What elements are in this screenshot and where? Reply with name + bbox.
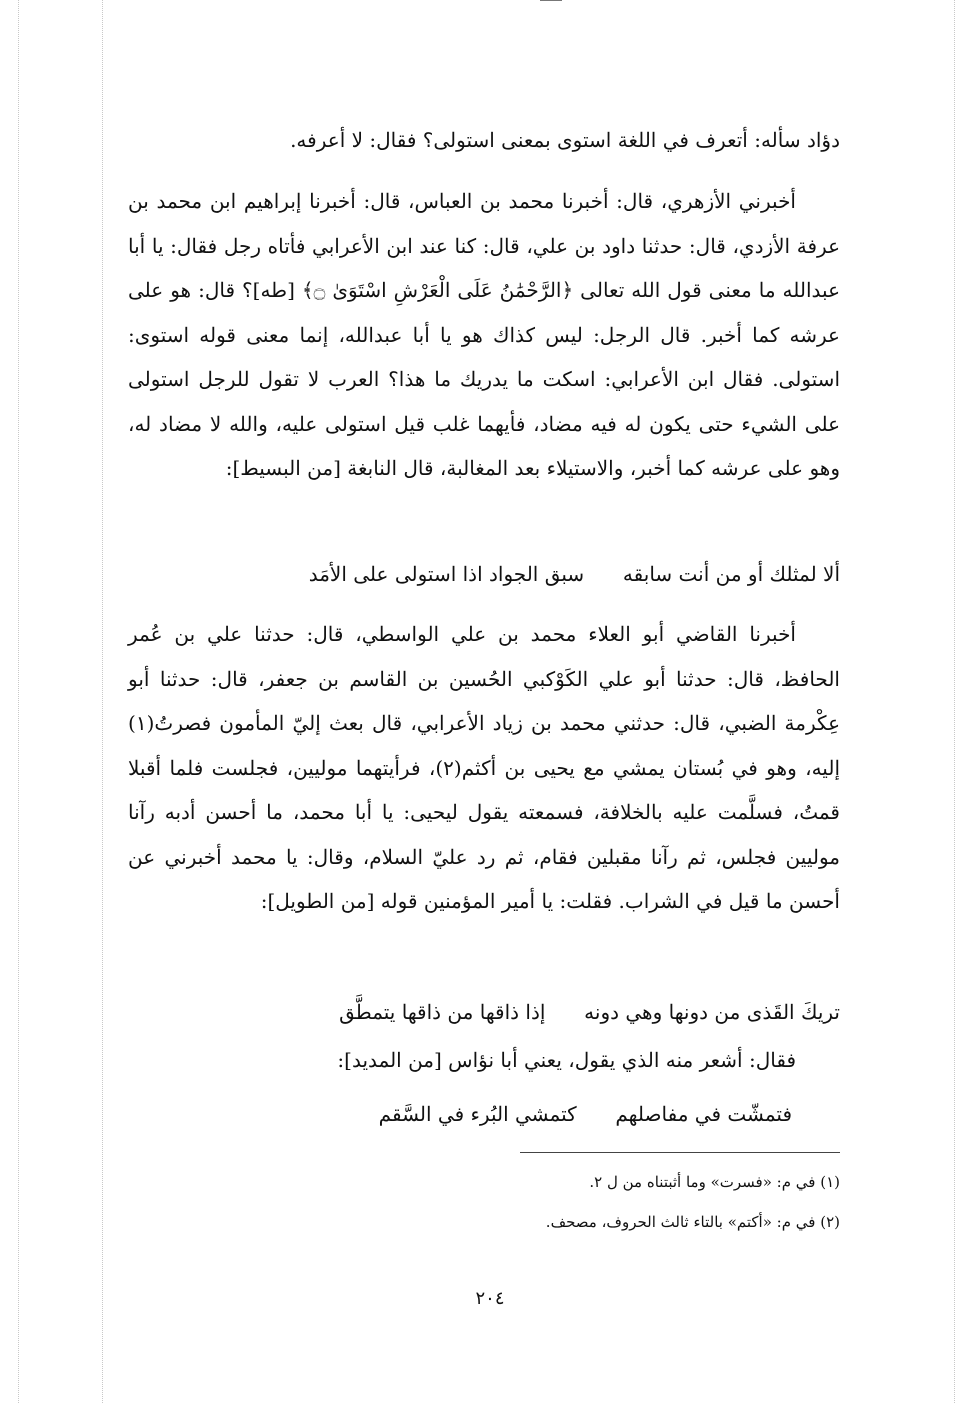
verse-hemistich-left: سبق الجواد اذا استولى على الأمَد — [308, 562, 585, 586]
verse-nabigha — [309, 552, 840, 596]
scan-dotted-line-left — [18, 0, 19, 1403]
paragraph-3 — [128, 1038, 840, 1083]
scan-dotted-line-right — [954, 0, 955, 1403]
verse-madid — [379, 1092, 792, 1136]
verse-hemistich-left: إذا ذاقها من ذاقها يتمطَّق — [339, 1000, 546, 1024]
body-paragraph: فقال: أشعر منه الذي يقول، يعني أبا نؤاس [من المديد]: — [337, 1048, 796, 1072]
body-paragraph: دؤاد سأله: أتعرف في اللغة استوى بمعنى استولى؟ فقال: لا أعرفه. — [290, 128, 840, 152]
top-page-mark — [540, 0, 562, 1]
verse-tawil — [339, 990, 840, 1034]
verse-hemistich-left: كتمشي البُرء في السَّقم — [378, 1102, 577, 1126]
page-number: ٢٠٤ — [475, 1288, 505, 1309]
verse-hemistich-right: تريكَ القَذى من دونها وهي دونه — [584, 1000, 840, 1024]
verse-hemistich-right: فتمشّت في مفاصلهم — [615, 1102, 792, 1126]
footnotes — [300, 1162, 840, 1242]
paragraph-1 — [128, 179, 840, 491]
scan-dotted-line-left-2 — [102, 0, 103, 1403]
paragraph-2 — [128, 612, 840, 924]
footnote-item: (٢) في م: «أكتم» بالتاء ثالث الحروف، مصحف. — [545, 1213, 840, 1231]
body-paragraph: أخبرنا القاضي أبو العلاء محمد بن علي الواسطي، قال: حدثنا علي بن عُمر الحافظ، قال: حدثنا أبو علي الكَوْكبي الحُسين بن القاسم بن جعفر، قال: حدثنا أبو عِكْرمة الضبي، قال: حدثني محمد بن زياد الأعرابي، قال بعث إليّ المأمون فصرتُ(١) إليه، وهو في بُستان يمشي مع يحيى بن أكثم(٢)، فرأيتهما موليين، فجلست فلما أقبلا قمتُ، فسلَّمت عليه بالخلافة، فسمعته يقول ليحيى: يا أبا محمد، ما أحسن أدبه رآنا موليين فجلس، ثم رآنا مقبلين فقام، ثم رد عليّ السلام، وقال: يا محمد أخبرني عن أحسن ما قيل في الشراب. فقلت: يا أمير المؤمنين قوله [من الطويل]: — [128, 622, 840, 913]
footnote-separator — [520, 1152, 840, 1153]
verse-hemistich-right: ألا لمثلك أو من أنت سابقه — [622, 562, 840, 586]
paragraph-0 — [128, 118, 840, 163]
footnote-item: (١) في م: «فسرت» وما أثبتناه من ل ٢. — [589, 1173, 840, 1191]
body-paragraph: أخبرني الأزهري، قال: أخبرنا محمد بن العباس، قال: أخبرنا إبراهيم ابن محمد بن عرفة الأزدي، قال: حدثنا داود بن علي، قال: كنا عند ابن الأعرابي فأتاه رجل فقال: يا أبا عبدالله ما معنى قول الله تعالى ﴿الرَّحْمَٰنُ عَلَى الْعَرْشِ اسْتَوَىٰ ۝﴾ [طه]؟ قال: هو على عرشه كما أخبر. قال الرجل: ليس كذاك هو يا أبا عبدالله، إنما معنى قوله استوى: استولى. فقال ابن الأعرابي: اسكت ما يدريك ما هذا؟ العرب لا تقول للرجل استولى على الشيء حتى يكون له فيه مضاد، فأيهما غلب قيل استولى عليه، والله لا مضاد له، وهو على عرشه كما أخبر، والاستيلاء بعد المغالبة، قال النابغة [من البسيط]: — [128, 189, 840, 480]
